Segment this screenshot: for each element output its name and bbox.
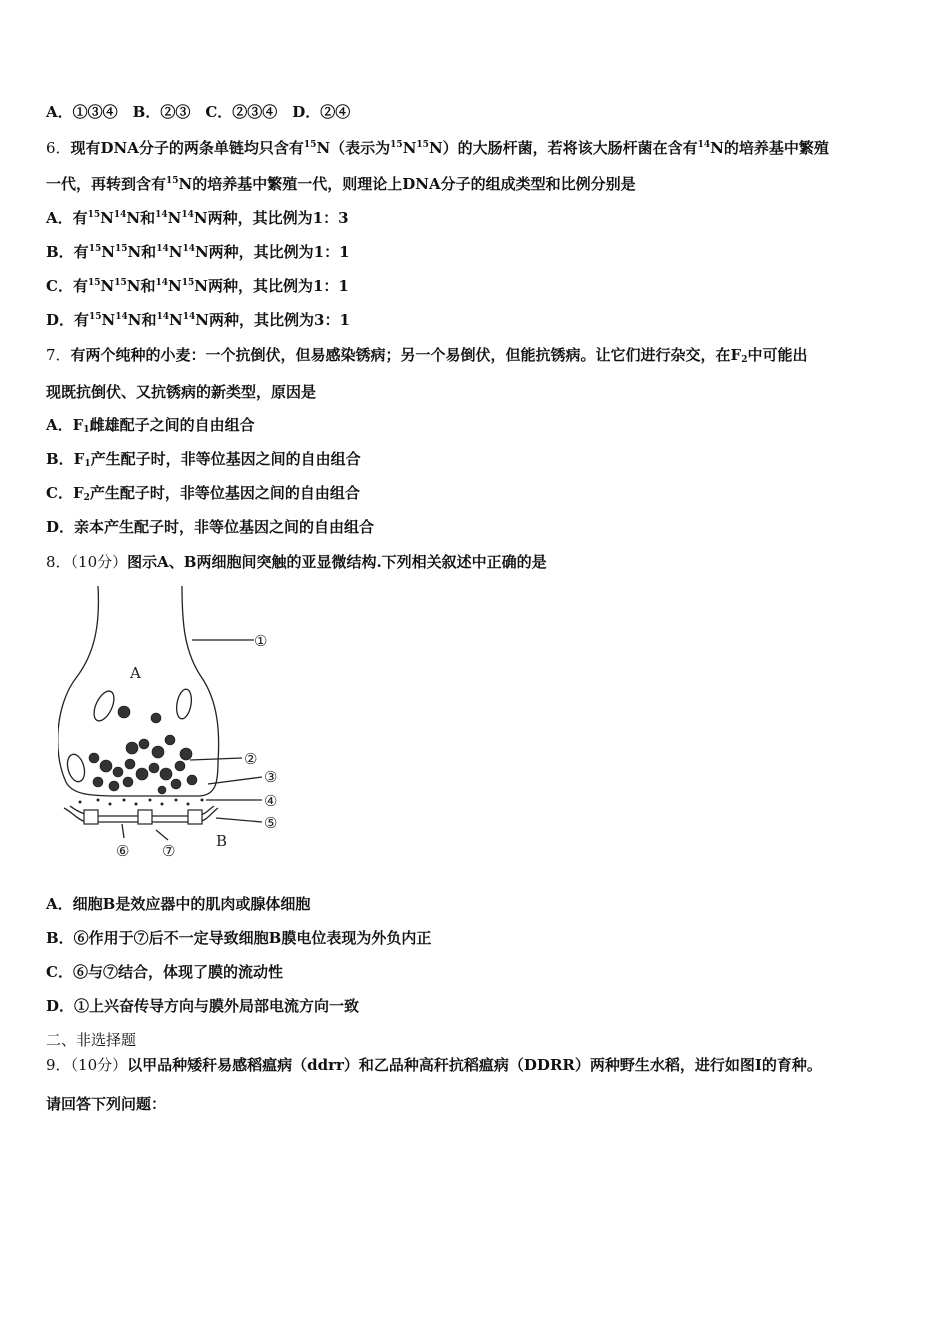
sup: 15 <box>390 140 403 150</box>
vesicle <box>180 748 192 760</box>
q9-stem-line1 <box>46 1055 822 1075</box>
opt-c-sub: 2 <box>83 493 90 503</box>
q6-option-c <box>46 276 349 296</box>
sup: 14 <box>155 210 168 220</box>
mitochondrion <box>90 688 118 724</box>
n: N <box>101 311 116 329</box>
vesicle <box>149 763 159 773</box>
vesicle <box>175 761 185 771</box>
q7-option-b <box>46 449 361 469</box>
opt-a-text: 雌雄配子之间的自由组合 <box>89 416 255 434</box>
opt-c-label: C．F <box>46 484 84 502</box>
q8-stem <box>46 552 547 572</box>
vesicle <box>100 760 112 772</box>
q9-score: （10分） <box>70 1056 128 1074</box>
receptor <box>188 810 202 824</box>
vesicle <box>187 775 197 785</box>
transmitter-dot <box>123 799 126 802</box>
q6-stem-line1 <box>46 138 829 158</box>
tail: N两种，其比例为1：1 <box>194 277 349 295</box>
transmitter-dot <box>175 799 178 802</box>
tail: N两种，其比例为1：1 <box>194 243 350 261</box>
q8-number: 8． <box>46 553 71 571</box>
receptor <box>138 810 152 824</box>
transmitter-dot <box>149 799 152 802</box>
vesicle <box>152 746 164 758</box>
q9-stem-text: 以甲品种矮秆易感稻瘟病（ddrr）和乙品种高秆抗稻瘟病（DDRR）两种野生水稻，进行如图I的育种。 <box>127 1056 822 1074</box>
transmitter-dot <box>79 801 82 804</box>
transmitter-dot <box>201 799 204 802</box>
section-heading: 二、非选择题 <box>46 1031 137 1049</box>
q6-stem-c: N <box>402 139 417 157</box>
label-c5: ⑤ <box>264 814 278 832</box>
sup: 15 <box>88 244 102 254</box>
vesicle <box>123 777 133 787</box>
tail: N两种，其比例为3：1 <box>195 311 350 329</box>
q6-stem-d: N）的大肠杆菌，若将该大肠杆菌在含有 <box>428 139 698 157</box>
tail: N两种，其比例为1：3 <box>193 209 349 227</box>
label: A．有 <box>46 209 88 227</box>
sup: 15 <box>114 244 128 254</box>
vesicle <box>125 759 135 769</box>
sup: 15 <box>181 278 195 288</box>
leader-2 <box>190 758 242 760</box>
q7-stem-line2: 现既抗倒伏、又抗锈病的新类型，原因是 <box>46 383 317 401</box>
label-c6: ⑥ <box>116 842 130 860</box>
vesicle <box>89 753 99 763</box>
transmitter-dot <box>109 803 112 806</box>
opt-b-sub: 1 <box>84 459 91 469</box>
q8-option-c: C．⑥与⑦结合，体现了膜的流动性 <box>46 963 283 981</box>
n: N <box>101 243 115 261</box>
opt-c-text: 产生配子时，非等位基因之间的自由组合 <box>89 484 360 502</box>
vesicle <box>118 706 130 718</box>
and: N和 <box>127 243 157 261</box>
n: N <box>100 209 114 227</box>
sup: 14 <box>156 244 169 254</box>
opt-b-text: 产生配子时，非等位基因之间的自由组合 <box>90 450 361 468</box>
mitochondrion <box>65 752 88 783</box>
vesicle <box>158 786 166 794</box>
and: N和 <box>126 277 156 295</box>
label-c1: ① <box>254 632 268 650</box>
leader-7 <box>156 830 168 840</box>
vesicle <box>160 768 172 780</box>
sup: 14 <box>155 278 168 288</box>
n: N <box>168 243 183 261</box>
q7-option-a <box>46 415 255 435</box>
q6-stem-b: N（表示为 <box>316 139 391 157</box>
q8-score: （10分） <box>70 553 128 571</box>
transmitter-dot <box>135 803 138 806</box>
q6-stem-line2 <box>46 174 636 194</box>
sup: 15 <box>114 278 127 288</box>
and: N和 <box>127 311 157 329</box>
n: N <box>167 277 182 295</box>
q6-option-b <box>46 242 350 262</box>
sup: 15 <box>87 210 101 220</box>
vesicle <box>109 781 119 791</box>
sup: 15 <box>166 176 179 186</box>
transmitter-dot <box>97 799 100 802</box>
transmitter-dot <box>187 803 190 806</box>
q6-option-a <box>46 208 349 228</box>
n: N <box>167 209 182 227</box>
leader-5 <box>216 818 262 822</box>
mitochondrion <box>175 688 194 720</box>
receptor <box>84 810 98 824</box>
and: N和 <box>126 209 156 227</box>
q7-stem-a: 有两个纯种的小麦：一个抗倒伏，但易感染锈病；另一个易倒伏，但能抗锈病。让它们进行杂交，在F <box>70 346 742 364</box>
q9-stem-line2: 请回答下列问题： <box>46 1095 167 1113</box>
transmitter-dot <box>161 803 164 806</box>
q6-line2-b: N的培养基中繁殖一代，则理论上DNA分子的组成类型和比例分别是 <box>178 175 636 193</box>
label-c2: ② <box>244 750 258 768</box>
sup: 15 <box>87 278 101 288</box>
q7-option-d: D．亲本产生配子时，非等位基因之间的自由组合 <box>46 518 375 536</box>
sup: 14 <box>182 312 196 322</box>
sup: 14 <box>113 210 127 220</box>
q6-stem-e: N的培养基中繁殖 <box>710 139 829 157</box>
q7-option-c <box>46 483 360 503</box>
label-c4: ④ <box>264 792 278 810</box>
vesicle <box>93 777 103 787</box>
sup: 15 <box>89 312 102 322</box>
q6-option-d <box>46 310 350 330</box>
q8-stem-text: 图示A、B两细胞间突触的亚显微结构.下列相关叙述中正确的是 <box>127 553 547 571</box>
opt-a-sub: 1 <box>83 425 90 435</box>
q8-option-b: B．⑥作用于⑦后不一定导致细胞B膜电位表现为外负内正 <box>46 929 432 947</box>
q7-stem-b: 中可能出 <box>747 346 808 364</box>
label: B．有 <box>46 243 89 261</box>
label-c7: ⑦ <box>162 842 176 860</box>
sup: 14 <box>181 210 194 220</box>
q6-number: 6． <box>46 139 71 157</box>
q8-option-a: A．细胞B是效应器中的肌肉或腺体细胞 <box>46 895 311 913</box>
q6-stem-a: 现有DNA分子的两条单链均只含有 <box>70 139 304 157</box>
sup: 14 <box>182 244 195 254</box>
n: N <box>169 311 183 329</box>
label-a: A <box>130 664 141 682</box>
q6-line2-a: 一代，再转到含有 <box>46 175 167 193</box>
q8-option-d: D．①上兴奋传导方向与膜外局部电流方向一致 <box>46 997 360 1015</box>
synapse-diagram <box>58 582 290 864</box>
sup: 14 <box>115 312 128 322</box>
sup: 15 <box>303 140 317 150</box>
q7-stem-line1 <box>46 345 807 365</box>
sup: 15 <box>416 140 429 150</box>
opt-b-label: B．F <box>46 450 85 468</box>
sup: 14 <box>697 140 711 150</box>
n: N <box>100 277 115 295</box>
q5-options: A．①③④ B．②③ C．②③④ D．②④ <box>46 103 351 121</box>
vesicle <box>171 779 181 789</box>
vesicle <box>113 767 123 777</box>
vesicle <box>136 768 148 780</box>
q7-number: 7． <box>46 346 71 364</box>
leader-6 <box>122 824 124 838</box>
vesicle <box>126 742 138 754</box>
label: C．有 <box>46 277 88 295</box>
sub: 2 <box>741 355 748 365</box>
opt-a-label: A．F <box>46 416 84 434</box>
vesicle <box>165 735 175 745</box>
vesicle <box>139 739 149 749</box>
vesicle <box>151 713 161 723</box>
sup: 14 <box>156 312 170 322</box>
label-c3: ③ <box>264 768 278 786</box>
label-b: B <box>216 832 228 850</box>
q9-number: 9． <box>46 1056 71 1074</box>
label: D．有 <box>46 311 90 329</box>
